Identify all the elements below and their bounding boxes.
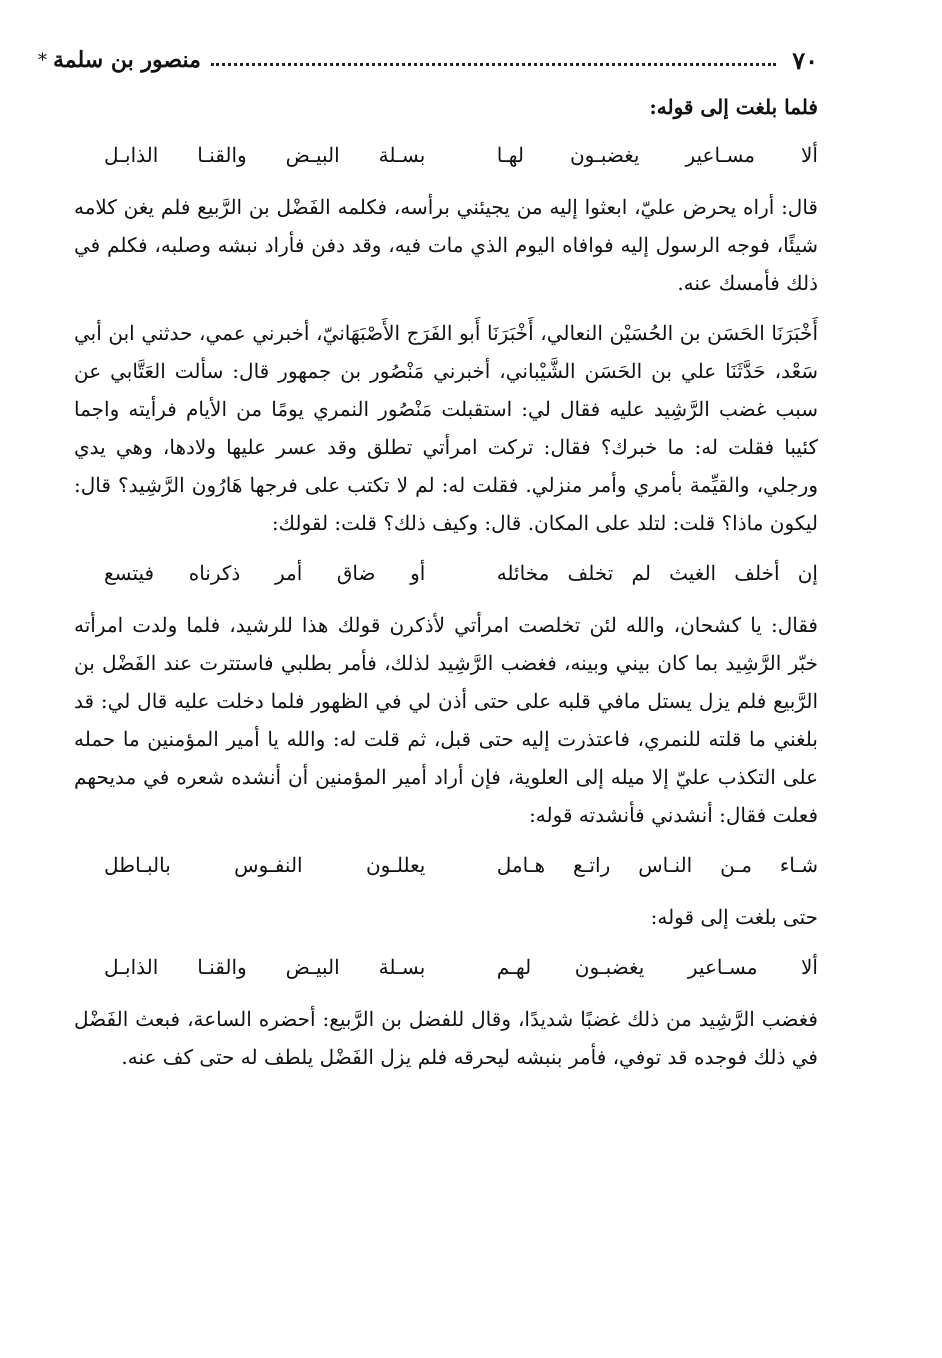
paragraph-2: أَخْبَرَنَا الحَسَن بن الحُسَيْن النعالي، أَخْبَرَنَا أَبو الفَرَج الأَصْبَهَانيّ، أخبرني عمي، حدثني ابن أبي سَعْد، حَدَّثَنَا علي بن الحَسَن الشَّيْباني، أخبرني مَنْصُور بن جمهور قال: سألت العَتَّابي عن سبب غضب الرَّشِيد عليه فقال لي: استقبلت مَنْصُور النمري يومًا من الأيام فرأيته واجما كئيبا فقلت له: ما خبرك؟ فقال: تركت امرأتي تطلق وقد عسر عليها ولادها، وهي يدي ورجلي، والقيِّمة بأمري وأمر منزلي. فقلت له: لم لا تكتب على فرجها هَارُون الرَّشِيد؟ قال: ليكون ماذا؟ قلت: لتلد على المكان. قال: وكيف ذلك؟ قلت: لقولك: bbox=[74, 321, 818, 535]
verse-second-hemistich: أو ضاق أمر ذكرناه فيتسع bbox=[104, 561, 426, 585]
verse-line-2 bbox=[74, 554, 818, 592]
star-icon: * bbox=[38, 49, 47, 71]
verse-first-hemistich: شـاء مـن النـاس راتـع هـامل bbox=[496, 853, 818, 877]
running-head: منصور بن سلمة bbox=[53, 47, 201, 73]
page-body bbox=[74, 88, 818, 1088]
verse-first-hemistich: إن أخلف الغيث لم تخلف مخائله bbox=[496, 561, 818, 585]
verse-second-hemistich: بسـلة البيـض والقنـا الذابـل bbox=[104, 143, 426, 167]
page-number: ٧٠ bbox=[792, 45, 818, 75]
paragraph-1: قال: أراه يحرض عليّ، ابعثوا إليه من يجيئني برأسه، فكلمه الفَضْل بن الرَّبيع فلم يغن كلامه شيئًا، فوجه الرسول إليه فوافاه اليوم الذي مات فيه، وقد دفن فأراد نبشه وصلبه، فكلم في ذلك فأمسك عنه. bbox=[74, 195, 818, 295]
verse-intro-1: فلما بلغت إلى قوله: bbox=[649, 95, 818, 119]
paragraph-3: فقال: يا كشحان، والله لئن تخلصت امرأتي لأذكرن قولك هذا للرشيد، فلما ولدت امرأته خبّر الرَّشِيد بما كان بيني وبينه، فغضب الرَّشِيد لذلك، فأمر بطلبي فاستترت عند الفَضْل بن الرَّبيع فلم يزل يستل مافي قلبه على حتى أذن لي في الظهور فلما دخلت عليه قال لي: قد بلغني ما قلته للنمري، فاعتذرت إليه حتى قبل، ثم قلت له: والله يا أمير المؤمنين ما حمله على التكذب عليّ إلا ميله إلى العلوية، فإن أراد أمير المؤمنين أن أنشده شعره في مديحهم فعلت فقال: أنشدني فأنشدته قوله: bbox=[74, 613, 819, 827]
verse-first-hemistich: ألا مسـاعير يغضبـون لهـم bbox=[496, 955, 818, 979]
header-dotted-leader bbox=[211, 63, 776, 66]
verse-second-hemistich: يعللـون النفـوس بالبـاطل bbox=[104, 853, 426, 877]
page-header bbox=[38, 42, 818, 78]
verse-first-hemistich: ألا مسـاعير يغضبـون لهـا bbox=[496, 143, 818, 167]
verse-intro-2: حتى بلغت إلى قوله: bbox=[650, 905, 818, 929]
verse-line-1 bbox=[74, 136, 818, 174]
verse-line-3 bbox=[74, 846, 818, 884]
verse-line-4 bbox=[74, 948, 818, 986]
paragraph-4: فغضب الرَّشِيد من ذلك غضبًا شديدًا، وقال للفضل بن الرَّبيع: أحضره الساعة، فبعث الفَضْل في ذلك فوجده قد توفي، فأمر بنبشه ليحرقه فلم يزل الفَضْل يلطف له حتى كف عنه. bbox=[74, 1007, 818, 1069]
verse-second-hemistich: بسـلة البيـض والقنـا الذابـل bbox=[104, 955, 426, 979]
